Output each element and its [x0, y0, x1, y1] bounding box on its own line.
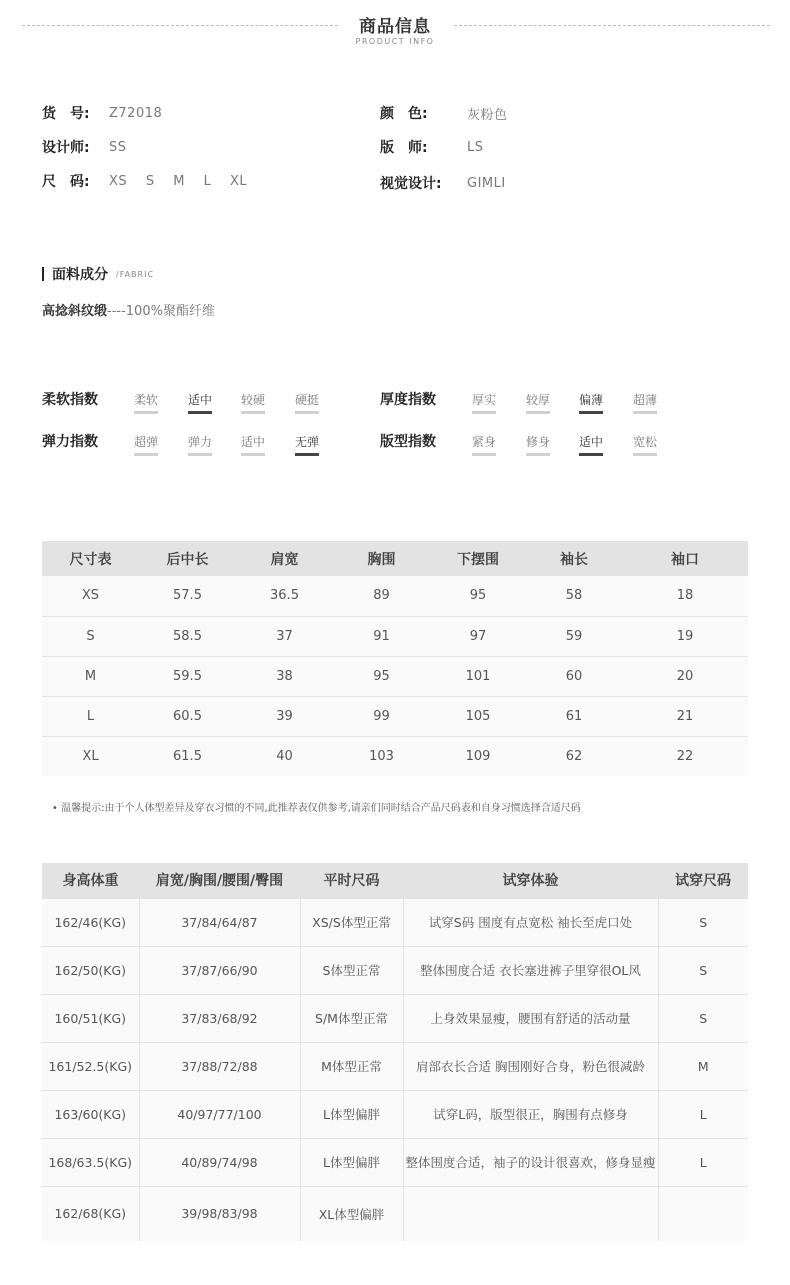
cell: 59	[526, 616, 622, 656]
index-option-selected: 适中	[579, 433, 603, 456]
fabric-title: 面料成分	[52, 267, 108, 283]
index-option: 适中	[241, 433, 265, 456]
cell: 95	[430, 576, 526, 616]
index-label: 弹力指数	[42, 434, 98, 450]
fit-test-table	[42, 863, 748, 1241]
size-l: L	[203, 173, 212, 189]
cell: S/M体型正常	[300, 994, 403, 1042]
index-option: 宽松	[633, 433, 657, 456]
cell: XL	[42, 736, 139, 776]
cell: M	[42, 656, 139, 696]
pattern-maker-label: 版 师:	[380, 140, 428, 156]
cell: 40/89/74/98	[139, 1138, 300, 1186]
cell: M体型正常	[300, 1042, 403, 1090]
size-table-header	[42, 541, 748, 576]
visual-design-label: 视觉设计:	[380, 176, 442, 192]
cell: 试穿L码，版型很正，胸围有点修身	[403, 1090, 658, 1138]
cell: 162/50(KG)	[42, 946, 139, 994]
size-m: M	[173, 173, 185, 189]
cell: 37/84/64/87	[139, 898, 300, 946]
cell: 60.5	[139, 696, 236, 736]
cell: L体型偏胖	[300, 1090, 403, 1138]
col-header: 下摆围	[430, 541, 526, 576]
info-row-color	[380, 96, 508, 130]
cell: 59.5	[139, 656, 236, 696]
cell: 160/51(KG)	[42, 994, 139, 1042]
cell: 39	[236, 696, 333, 736]
table-row	[42, 696, 748, 736]
cell: 161/52.5(KG)	[42, 1042, 139, 1090]
designer-value: SS	[109, 139, 127, 155]
col-header: 尺寸表	[42, 541, 139, 576]
table-row	[42, 736, 748, 776]
table-row	[42, 1090, 748, 1138]
cell: 整体围度合适 衣长塞进裤子里穿很OL风	[403, 946, 658, 994]
sku-value: Z72018	[109, 105, 163, 121]
sku-label: 货 号:	[42, 106, 90, 122]
cell: 肩部衣长合适 胸围刚好合身，粉色很减龄	[403, 1042, 658, 1090]
index-option: 修身	[526, 433, 550, 456]
col-header: 袖口	[622, 541, 748, 576]
cell: 38	[236, 656, 333, 696]
index-option: 较硬	[241, 391, 265, 414]
size-tip: • 温馨提示:由于个人体型差异及穿衣习惯的不同,此推荐表仅供参考,请亲们同时结合产品尺码表和自身习惯选择合适尺码	[52, 803, 581, 814]
index-label: 柔软指数	[42, 392, 98, 408]
table-row	[42, 616, 748, 656]
cell	[658, 1186, 748, 1241]
info-right-column	[380, 96, 508, 202]
table-row	[42, 994, 748, 1042]
index-label: 厚度指数	[380, 392, 436, 408]
cell: 37/87/66/90	[139, 946, 300, 994]
cell: 61.5	[139, 736, 236, 776]
fabric-description	[42, 300, 215, 319]
section-subtitle: PRODUCT INFO	[355, 37, 435, 46]
table-row	[42, 946, 748, 994]
table-row	[42, 1138, 748, 1186]
table-row	[42, 1186, 748, 1241]
index-option: 厚实	[472, 391, 496, 414]
cell: 58.5	[139, 616, 236, 656]
table-row	[42, 1042, 748, 1090]
cell: 37	[236, 616, 333, 656]
pattern-maker-value: LS	[467, 139, 484, 155]
designer-label: 设计师:	[42, 140, 90, 156]
col-header: 身高体重	[42, 863, 139, 898]
cell: 57.5	[139, 576, 236, 616]
cell: 21	[622, 696, 748, 736]
cell: 101	[430, 656, 526, 696]
cell: L	[658, 1090, 748, 1138]
col-header: 袖长	[526, 541, 622, 576]
index-option-selected: 适中	[188, 391, 212, 414]
col-header: 平时尺码	[300, 863, 403, 898]
col-header: 肩宽/胸围/腰围/臀围	[139, 863, 300, 898]
cell: 上身效果显瘦，腰围有舒适的活动量	[403, 994, 658, 1042]
cell: 39/98/83/98	[139, 1186, 300, 1241]
cell: 62	[526, 736, 622, 776]
cell: 40/97/77/100	[139, 1090, 300, 1138]
cell: 89	[333, 576, 430, 616]
cell: XS	[42, 576, 139, 616]
cell: L	[658, 1138, 748, 1186]
cell: 60	[526, 656, 622, 696]
cell: 20	[622, 656, 748, 696]
cell: S体型正常	[300, 946, 403, 994]
cell: 162/46(KG)	[42, 898, 139, 946]
table-row	[42, 576, 748, 616]
col-header: 肩宽	[236, 541, 333, 576]
table-row	[42, 656, 748, 696]
size-xs: XS	[109, 173, 128, 189]
index-option: 硬挺	[295, 391, 319, 414]
cell: 109	[430, 736, 526, 776]
index-option-selected: 无弹	[295, 433, 319, 456]
size-s: S	[145, 173, 155, 189]
cell: 18	[622, 576, 748, 616]
section-header	[0, 0, 790, 60]
cell: 105	[430, 696, 526, 736]
cell: XS/S体型正常	[300, 898, 403, 946]
cell: 168/63.5(KG)	[42, 1138, 139, 1186]
cell: 37/88/72/88	[139, 1042, 300, 1090]
col-header: 后中长	[139, 541, 236, 576]
heading-bar	[42, 267, 44, 281]
cell: 103	[333, 736, 430, 776]
cell: 99	[333, 696, 430, 736]
index-option: 弹力	[188, 433, 212, 456]
cell: 整体围度合适，袖子的设计很喜欢，修身显瘦	[403, 1138, 658, 1186]
fabric-name: 高捻斜纹缎	[42, 304, 108, 319]
index-option-selected: 偏薄	[579, 391, 603, 414]
col-header: 试穿尺码	[658, 863, 748, 898]
info-row-sizes	[42, 164, 261, 198]
cell: 61	[526, 696, 622, 736]
cell: 36.5	[236, 576, 333, 616]
cell: 22	[622, 736, 748, 776]
cell: 40	[236, 736, 333, 776]
color-value: 灰粉色	[467, 107, 508, 123]
fit-table-header	[42, 863, 748, 898]
cell: L	[42, 696, 139, 736]
index-option: 柔软	[134, 391, 158, 414]
index-option: 紧身	[472, 433, 496, 456]
index-option: 较厚	[526, 391, 550, 414]
cell: L体型偏胖	[300, 1138, 403, 1186]
cell: M	[658, 1042, 748, 1090]
sizes-label: 尺 码:	[42, 174, 90, 190]
col-header: 试穿体验	[403, 863, 658, 898]
visual-design-value: GIMLI	[467, 175, 506, 191]
index-label: 版型指数	[380, 434, 436, 450]
table-row	[42, 898, 748, 946]
cell: 58	[526, 576, 622, 616]
info-row-visual-design	[380, 164, 508, 202]
info-row-sku	[42, 96, 261, 130]
cell: 19	[622, 616, 748, 656]
color-label: 颜 色:	[380, 106, 428, 122]
cell: XL体型偏胖	[300, 1186, 403, 1241]
size-xl: XL	[229, 173, 248, 189]
size-table	[42, 541, 748, 776]
cell: S	[658, 898, 748, 946]
cell: 163/60(KG)	[42, 1090, 139, 1138]
cell: 97	[430, 616, 526, 656]
info-left-column	[42, 96, 261, 198]
fabric-heading	[42, 264, 154, 284]
fabric-subtitle: /FABRIC	[116, 269, 155, 279]
fabric-composition: ----100%聚酯纤维	[107, 304, 215, 319]
index-option: 超薄	[633, 391, 657, 414]
cell: 162/68(KG)	[42, 1186, 139, 1241]
info-row-designer	[42, 130, 261, 164]
cell: 37/83/68/92	[139, 994, 300, 1042]
info-row-pattern-maker	[380, 130, 508, 164]
cell: S	[42, 616, 139, 656]
col-header: 胸围	[333, 541, 430, 576]
sizes-value	[109, 174, 261, 189]
cell: S	[658, 946, 748, 994]
index-option: 超弹	[134, 433, 158, 456]
cell	[403, 1186, 658, 1241]
cell: 95	[333, 656, 430, 696]
cell: S	[658, 994, 748, 1042]
section-title: 商品信息	[359, 17, 431, 37]
cell: 试穿S码 围度有点宽松 袖长至虎口处	[403, 898, 658, 946]
cell: 91	[333, 616, 430, 656]
